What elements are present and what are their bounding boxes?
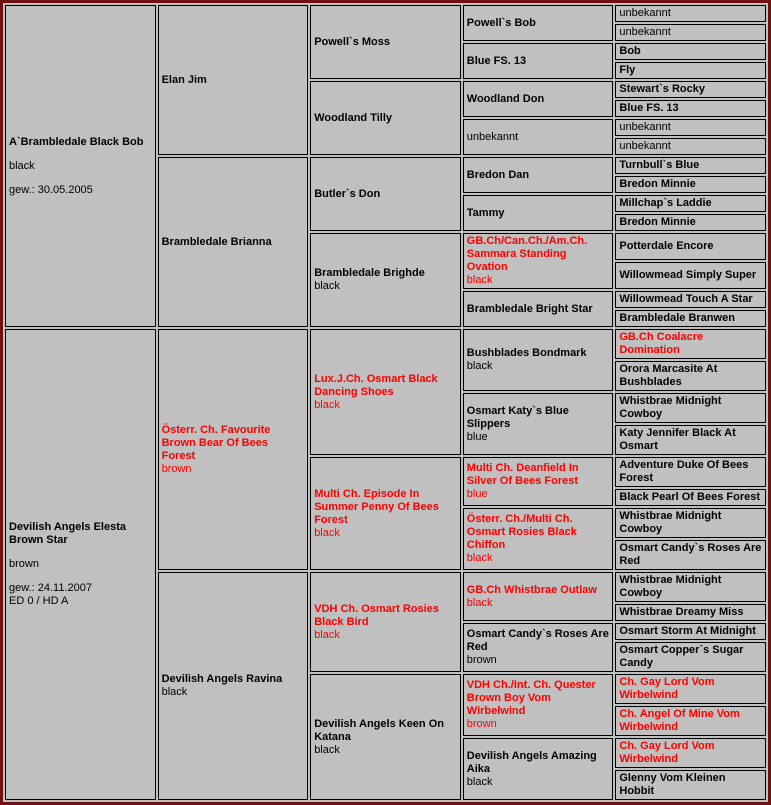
pedigree-cell (615, 310, 766, 327)
pedigree-cell (463, 5, 614, 41)
dog-name: Blue FS. 13 (619, 102, 679, 114)
pedigree-cell (615, 508, 766, 538)
dog-name: GB.Ch Coalacre Domination (619, 331, 704, 356)
dog-name: Bushblades Bondmark (466, 347, 587, 359)
dog-name: Whistbrae Dreamy Miss (619, 606, 744, 618)
pedigree-cell (615, 291, 766, 308)
pedigree-cell (615, 100, 766, 117)
pedigree-cell (615, 489, 766, 506)
table-row (5, 5, 766, 22)
dog-name: Devilish Angels Keen On Katana (314, 717, 444, 743)
pedigree-cell (615, 119, 766, 136)
dog-name: Willowmead Simply Super (619, 269, 757, 281)
pedigree-cell (615, 623, 766, 640)
pedigree-cell (463, 674, 614, 736)
dog-name: Whistbrae Midnight Cowboy (619, 574, 722, 599)
dog-name: Osmart Copper`s Sugar Candy (619, 644, 744, 669)
pedigree-cell (615, 706, 766, 736)
dog-name: Woodland Don (466, 92, 545, 105)
dog-name: Adventure Duke Of Bees Forest (619, 459, 749, 484)
pedigree-cell (463, 195, 614, 231)
pedigree-cell (615, 393, 766, 423)
dog-color: black (314, 743, 340, 756)
dog-color: brown (466, 718, 497, 730)
dog-name: GB.Ch Whistbrae Outlaw (466, 583, 597, 596)
dog-color: black (466, 360, 493, 372)
pedigree-cell (463, 623, 614, 672)
pedigree-cell (615, 329, 766, 359)
pedigree-cell (615, 540, 766, 570)
pedigree-cell (615, 138, 766, 155)
pedigree-cell (310, 81, 461, 155)
dog-name: Osmart Candy`s Roses Are Red (466, 628, 609, 653)
pedigree-cell (463, 572, 614, 621)
pedigree-cell-subject (5, 5, 156, 327)
pedigree-cell (463, 457, 614, 506)
pedigree-cell (615, 24, 766, 41)
dog-name: Osmart Candy`s Roses Are Red (619, 542, 762, 567)
dog-name: Österr. Ch./Multi Ch. Osmart Rosies Black Chiffon (466, 513, 577, 551)
dog-name: Millchap`s Laddie (619, 197, 712, 209)
pedigree-cell (310, 329, 461, 455)
dog-name: Whistbrae Midnight Cowboy (619, 510, 722, 535)
pedigree-cell (463, 508, 614, 570)
dog-name: Stewart`s Rocky (619, 83, 705, 95)
pedigree-cell (615, 770, 766, 800)
dog-name: Österr. Ch. Favourite Brown Bear Of Bees Forest (161, 423, 271, 462)
pedigree-cell (310, 233, 461, 327)
dog-name: Osmart Storm At Midnight (619, 625, 756, 637)
dog-name: unbekannt (619, 140, 671, 152)
pedigree-cell (615, 62, 766, 79)
dog-name: Osmart Katy`s Blue Slippers (466, 404, 569, 430)
pedigree-cell (463, 291, 614, 327)
dog-name: unbekannt (619, 7, 671, 19)
pedigree-cell (615, 43, 766, 60)
dog-name: unbekannt (466, 130, 519, 143)
dog-name: Potterdale Encore (619, 240, 714, 252)
pedigree-cell (463, 393, 614, 455)
dog-name: unbekannt (619, 121, 671, 133)
dog-color: black (466, 552, 493, 564)
dog-name: Tammy (466, 206, 505, 219)
dog-color: black (466, 596, 493, 609)
dog-name: Devilish Angels Ravina (161, 673, 283, 685)
dog-birthdate: gew.: 24.11.2007 (9, 582, 92, 594)
pedigree-cell (310, 5, 461, 79)
dog-name: Ch. Gay Lord Vom Wirbelwind (619, 740, 715, 765)
dog-name: Multi Ch. Deanfield In Silver Of Bees Forest (466, 462, 579, 487)
dog-name: Devilish Angels Amazing Aika (466, 749, 597, 775)
pedigree-cell (615, 81, 766, 98)
dog-name: Powell`s Moss (314, 35, 390, 48)
dog-name: Orora Marcasite At Bushblades (619, 363, 718, 388)
dog-color: black (314, 398, 340, 411)
dog-name: Black Pearl Of Bees Forest (619, 491, 760, 503)
dog-name: unbekannt (619, 26, 671, 38)
dog-name: Bredon Dan (466, 168, 530, 181)
dog-name: Brambledale Branwen (619, 312, 735, 324)
pedigree-cell (463, 43, 614, 79)
pedigree-cell (615, 176, 766, 193)
pedigree-cell (615, 262, 766, 289)
dog-name: Glenny Vom Kleinen Hobbit (619, 772, 726, 797)
dog-birthdate: gew.: 30.05.2005 (9, 183, 93, 196)
dog-name: Lux.J.Ch. Osmart Black Dancing Shoes (314, 372, 438, 398)
dog-name: Bob (619, 45, 641, 57)
dog-name: Ch. Gay Lord Vom Wirbelwind (619, 676, 715, 701)
dog-name: Whistbrae Midnight Cowboy (619, 395, 722, 420)
dog-color: black (466, 775, 493, 788)
dog-name: VDH Ch./Int. Ch. Quester Brown Boy Vom Wirbelwind (466, 679, 596, 717)
pedigree-cell-sire (158, 5, 309, 155)
dog-name: Butler`s Don (314, 187, 381, 200)
pedigree-cell (463, 119, 614, 155)
dog-color: brown (161, 462, 192, 475)
pedigree-cell (463, 738, 614, 800)
dog-name: VDH Ch. Osmart Rosies Black Bird (314, 602, 439, 628)
dog-name: Woodland Tilly (314, 111, 393, 124)
dog-color: black (314, 526, 340, 539)
pedigree-cell (463, 157, 614, 193)
pedigree-cell (615, 214, 766, 231)
pedigree-cell (615, 572, 766, 602)
dog-name: Katy Jennifer Black At Osmart (619, 427, 736, 452)
pedigree-cell-subject (5, 329, 156, 800)
dog-name: Brambledale Brighde (314, 267, 425, 279)
dog-name: Devilish Angels Elesta Brown Star (9, 521, 126, 546)
pedigree-cell (615, 457, 766, 487)
dog-color: black (9, 159, 35, 172)
dog-color: brown (466, 654, 497, 666)
pedigree-cell (463, 233, 614, 289)
pedigree-cell (310, 157, 461, 231)
pedigree-cell (615, 195, 766, 212)
dog-name: Blue FS. 13 (466, 54, 527, 67)
pedigree-cell-dam (158, 157, 309, 327)
pedigree-cell-sire (158, 329, 309, 570)
dog-color: blue (466, 430, 488, 443)
pedigree-cell (310, 457, 461, 570)
pedigree-cell (463, 329, 614, 391)
dog-health: ED 0 / HD A (9, 595, 69, 607)
dog-color: black (314, 628, 340, 641)
pedigree-cell (615, 738, 766, 768)
pedigree-cell (615, 425, 766, 455)
pedigree-cell (463, 81, 614, 117)
pedigree-cell (615, 674, 766, 704)
dog-name: Brambledale Brianna (161, 235, 272, 248)
dog-name: A`Brambledale Black Bob (9, 135, 144, 148)
pedigree-cell (615, 361, 766, 391)
pedigree-cell (310, 674, 461, 800)
pedigree-cell (615, 157, 766, 174)
dog-color: black (161, 686, 188, 698)
dog-color: blue (466, 488, 488, 500)
dog-name: Ch. Angel Of Mine Vom Wirbelwind (619, 708, 740, 733)
dog-color: black (466, 274, 493, 286)
dog-name: Brambledale Bright Star (466, 302, 593, 315)
pedigree-cell (310, 572, 461, 672)
pedigree-cell (615, 604, 766, 621)
dog-color: brown (9, 558, 39, 570)
dog-name: Willowmead Touch A Star (619, 293, 753, 305)
dog-name: Bredon Minnie (619, 216, 696, 228)
dog-name: Multi Ch. Episode In Summer Penny Of Bees Forest (314, 487, 439, 526)
dog-name: Bredon Minnie (619, 178, 696, 190)
pedigree-cell (615, 642, 766, 672)
dog-name: GB.Ch/Can.Ch./Am.Ch. Sammara Standing Ovation (466, 235, 588, 273)
pedigree-cell-dam (158, 572, 309, 800)
pedigree-cell (615, 233, 766, 260)
table-row (5, 329, 766, 359)
dog-color: black (314, 280, 340, 292)
dog-name: Fly (619, 64, 636, 76)
dog-name: Turnbull`s Blue (619, 159, 700, 171)
pedigree-cell (615, 5, 766, 22)
dog-name: Powell`s Bob (466, 16, 536, 29)
dog-name: Elan Jim (161, 73, 207, 86)
